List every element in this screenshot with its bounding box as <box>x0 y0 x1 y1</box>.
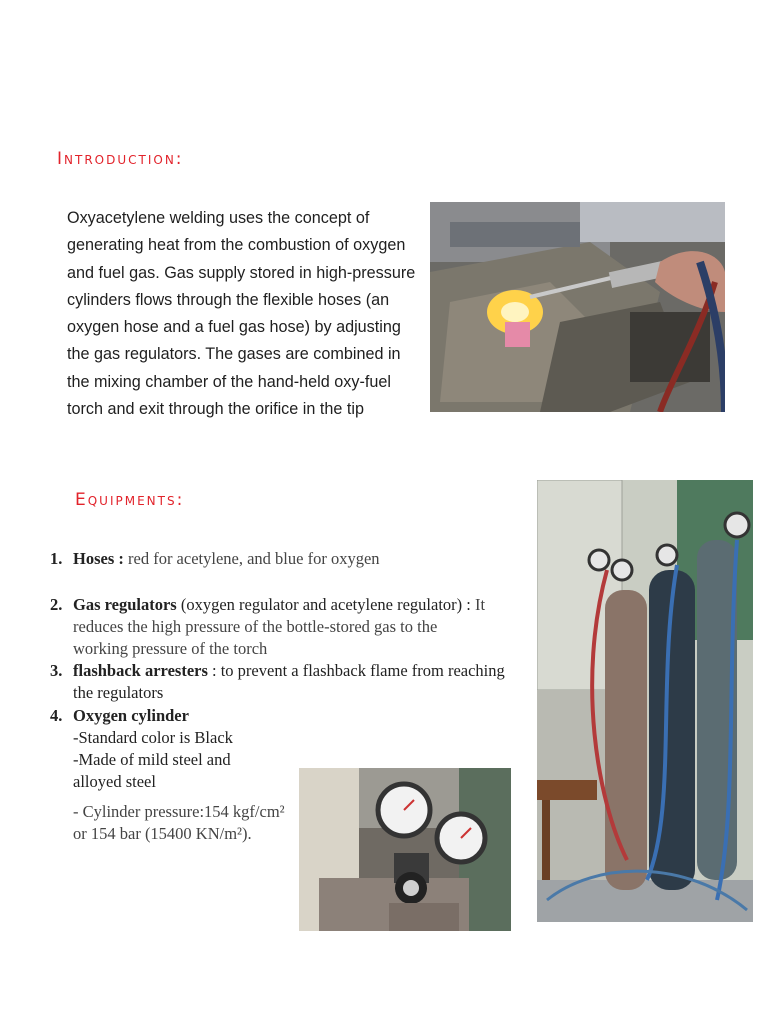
equipments-heading: Equipments: <box>75 490 185 510</box>
item-title: flashback arresters <box>73 661 208 680</box>
welding-torch-photo <box>430 202 725 412</box>
gas-cylinders-photo <box>537 480 753 922</box>
item-description: : to prevent a flashback flame from reaching the regulators <box>73 661 505 702</box>
introduction-heading: Introduction: <box>57 149 184 169</box>
item-line: -Standard color is Black <box>73 728 233 747</box>
item-number: 4. <box>50 706 63 725</box>
item-title: Gas regulators <box>73 595 177 614</box>
item-description-detail: It reduces the high pressure of the bottle-stored gas to the working pressure of the torch <box>73 595 486 658</box>
introduction-paragraph: Oxyacetylene welding uses the concept of generating heat from the combustion of oxygen and fuel gas. Gas supply stored in high-pressure cylinders flows through the flexible hoses (an oxygen hose and a fuel gas hose) by adjusting the gas regulators. The gases are combined in the mixing chamber of the hand-held oxy-fuel torch and exit through the orifice in the tip <box>67 209 416 419</box>
item-description: red for acetylene, and blue for oxygen <box>123 549 380 568</box>
item-description: (oxygen regulator and acetylene regulator) : <box>176 595 475 614</box>
item-number: 2. <box>50 595 63 614</box>
item-title: Oxygen cylinder <box>73 706 189 725</box>
item-pressure: - Cylinder pressure:154 kgf/cm² or 154 bar (15400 KN/m²). <box>73 802 285 843</box>
item-title: Hoses : <box>73 549 124 568</box>
gas-regulators-photo <box>299 768 511 931</box>
item-line: -Made of mild steel and alloyed steel <box>73 750 231 791</box>
item-number: 1. <box>50 549 63 568</box>
item-number: 3. <box>50 661 63 680</box>
